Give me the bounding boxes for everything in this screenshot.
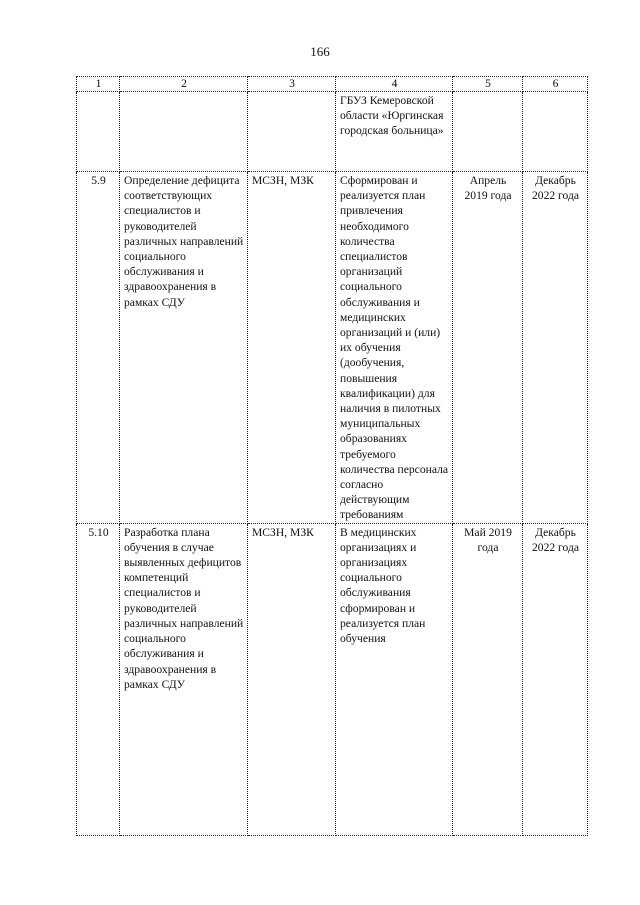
table-row (77, 92, 588, 172)
responsible-cell: МСЗН, МЗК (248, 523, 336, 835)
measure-cell: Разработка плана обучения в случае выявленных дефицитов компетенций специалистов и руководителей различных направлений социального обслуживания и здравоохранения в рамках СДУ (120, 523, 248, 835)
header-cell: 2 (120, 77, 248, 92)
row-number: 5.9 (77, 172, 120, 524)
measure-cell: Определение дефицита соответствующих специалистов и руководителей различных направлений социального обслуживания и здравоохранения в рамках СДУ (120, 172, 248, 524)
page-number: 166 (310, 44, 330, 59)
row-number: 5.10 (77, 523, 120, 835)
header-cell: 5 (453, 77, 523, 92)
header-cell: 4 (336, 77, 453, 92)
start-date-cell: Май 2019 года (453, 523, 523, 835)
header-cell: 6 (523, 77, 588, 92)
table-row (77, 523, 588, 835)
header-cell: 3 (248, 77, 336, 92)
table-header-row (77, 77, 588, 92)
responsible-cell: МСЗН, МЗК (248, 172, 336, 524)
result-cell: Сформирован и реализуется план привлечения необходимого количества специалистов организаций социального обслуживания и медицинских организаций и (или) их обучения (дообучения, повышения квалификации) для наличия в пилотных муниципальных образованиях требуемого количества персонала согласно действующим требованиям (336, 172, 453, 524)
measure-cell (120, 92, 248, 172)
end-date-cell: Декабрь 2022 года (523, 172, 588, 524)
responsible-cell (248, 92, 336, 172)
start-date-cell: Апрель 2019 года (453, 172, 523, 524)
plan-table (76, 76, 588, 836)
start-date-cell (453, 92, 523, 172)
result-cell: ГБУЗ Кемеровской области «Юргинская городская больница» (336, 92, 453, 172)
header-cell: 1 (77, 77, 120, 92)
end-date-cell (523, 92, 588, 172)
table-row (77, 172, 588, 524)
result-cell: В медицинских организациях и организациях социального обслуживания сформирован и реализуется план обучения (336, 523, 453, 835)
row-number (77, 92, 120, 172)
end-date-cell: Декабрь 2022 года (523, 523, 588, 835)
